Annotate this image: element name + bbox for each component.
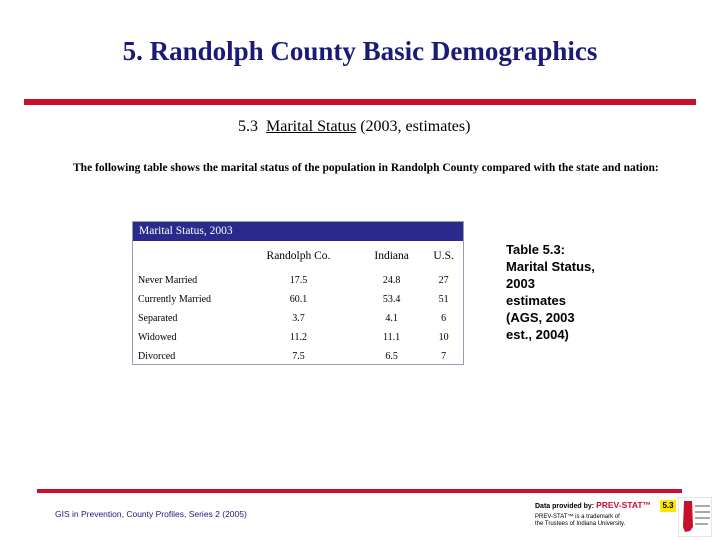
intro-paragraph: The following table shows the marital status of the population in Randolph County compared with the state and nation: [73, 162, 659, 174]
footer-divider [37, 489, 682, 493]
indiana-map-icon [678, 497, 712, 537]
column-header: Indiana [374, 250, 409, 262]
trademark-line-1: PREV-STAT™ is a trademark of [535, 514, 620, 520]
slide-number: 5.3 [660, 500, 676, 512]
table-row [133, 347, 463, 366]
prev-stat-logo [532, 497, 712, 537]
table-cell: 27 [438, 275, 449, 286]
table-cell: 17.5 [289, 275, 308, 286]
table-row [133, 309, 463, 328]
column-header: U.S. [433, 250, 454, 262]
row-label: Widowed [138, 332, 177, 343]
table-cell: 3.7 [292, 313, 305, 324]
table-heading: Marital Status, 2003 [133, 222, 463, 241]
column-header: Randolph Co. [266, 250, 331, 262]
table-row [133, 290, 463, 309]
table-row [133, 271, 463, 290]
section-topic: Marital Status [266, 118, 357, 135]
table-cell: 7 [441, 351, 447, 362]
table-cell: 24.8 [382, 275, 401, 286]
section-number: 5.3 [238, 118, 258, 135]
row-label: Divorced [138, 351, 176, 362]
brand-name: PREV-STAT™ [596, 500, 652, 510]
page-title: 5. Randolph County Basic Demographics [122, 36, 598, 66]
table-header-row [133, 241, 463, 271]
table-cell: 4.1 [385, 313, 398, 324]
data-provided-line [535, 500, 651, 510]
row-label: Separated [138, 313, 178, 324]
marital-status-table [132, 221, 464, 365]
trademark-line-2: the Trustees of Indiana University. [535, 521, 626, 527]
column-header [133, 241, 238, 271]
table-cell: 7.5 [292, 351, 305, 362]
data-provided-label: Data provided by: [535, 503, 595, 510]
table-cell: 51 [438, 294, 449, 305]
row-label: Never Married [138, 275, 198, 286]
trademark-text [535, 514, 625, 528]
table-row [133, 328, 463, 347]
table-cell: 11.2 [289, 332, 308, 343]
table-cell: 6.5 [385, 351, 398, 362]
section-qualifier: (2003, estimates) [360, 118, 471, 135]
title-divider [24, 99, 696, 105]
row-label: Currently Married [138, 294, 212, 305]
table-cell: 60.1 [289, 294, 308, 305]
table-caption: Table 5.3: Marital Status, 2003 estimates (AGS, 2003 est., 2004) [506, 242, 595, 342]
table-cell: 11.1 [383, 332, 401, 343]
section-subtitle [238, 118, 470, 136]
footer-citation: GIS in Prevention, County Profiles, Series 2 (2005) [55, 509, 247, 519]
table-cell: 6 [441, 313, 447, 324]
table-cell: 10 [438, 332, 449, 343]
table-cell: 53.4 [382, 294, 401, 305]
